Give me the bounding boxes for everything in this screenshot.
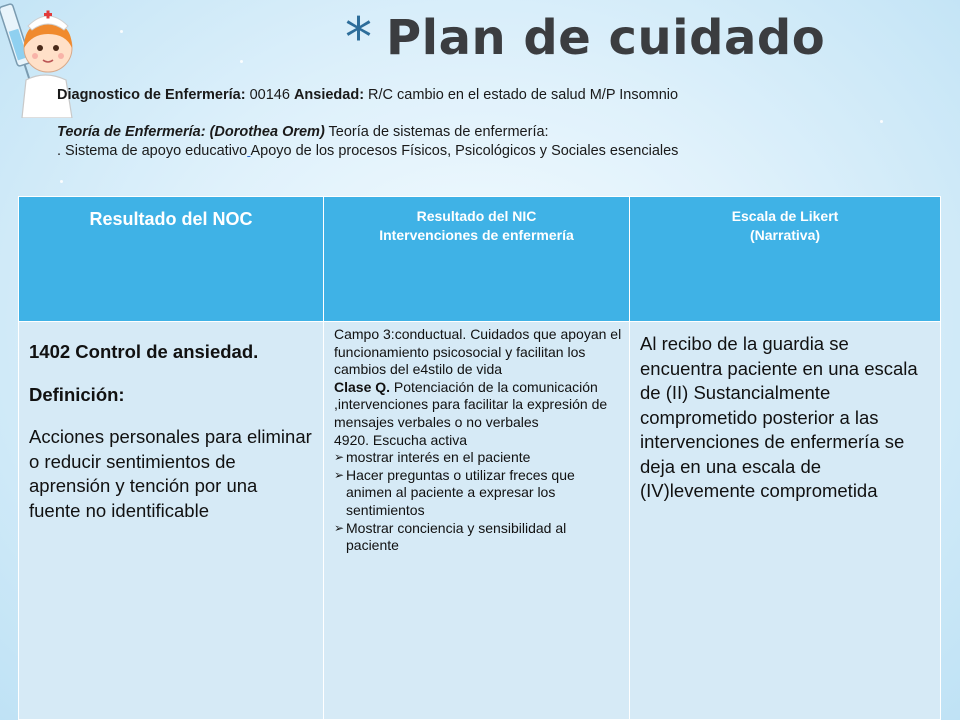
header-likert-line2: (Narrativa) — [749, 227, 821, 243]
theory-label: Teoría de Enfermería: (Dorothea Orem) — [57, 124, 325, 140]
system-text: Apoyo de los procesos Físicos, Psicológicos y Sociales esenciales — [250, 143, 679, 159]
nic-cell — [324, 322, 630, 720]
noc-definition-label: Definición: — [29, 383, 125, 405]
nic-clase-label: Clase Q. — [334, 378, 391, 395]
diagnosis-code: 00146 — [245, 87, 294, 103]
noc-cell — [19, 322, 324, 720]
page-title: Plan de cuidado — [386, 10, 826, 66]
care-plan-table — [18, 196, 941, 720]
list-item — [334, 467, 623, 520]
title-bullet-star: * — [345, 6, 372, 69]
nic-campo: Campo 3:conductual. Cuidados que apoyan el funcionamiento psicosocial y facilitan los cambios del e4stilo de vida — [334, 326, 622, 378]
header-info — [57, 86, 937, 161]
diagnosis-line — [57, 86, 937, 105]
sparkle — [240, 60, 243, 63]
header-nic — [324, 197, 630, 322]
theory-text: Teoría de sistemas de enfermería: — [324, 124, 549, 140]
sparkle — [120, 30, 123, 33]
nic-clase — [334, 379, 623, 432]
nic-clase-text: Potenciación de la comunicación ,intervenciones para facilitar la expresión de mensajes verbales o no verbales — [334, 378, 608, 430]
system-prefix: . Sistema de apoyo educativo — [57, 143, 248, 159]
nic-intervention: 4920. Escucha activa — [334, 431, 468, 448]
likert-text: Al recibo de la guardia se encuentra paciente en una escala de (II) Sustancialmente comprometido posterior a las intervenciones de enfermería se deja en una escala de (IV)levemente comprometida — [640, 333, 918, 501]
theory-line — [57, 123, 937, 142]
header-noc — [19, 197, 324, 322]
sparkle — [60, 180, 63, 183]
table-row — [19, 322, 941, 720]
header-nic-line2: Intervenciones de enfermería — [379, 227, 574, 243]
system-line — [57, 142, 937, 161]
arrow-bullet-icon: ➢ — [334, 467, 345, 482]
arrow-bullet-icon: ➢ — [334, 520, 345, 535]
diagnosis-name-label: Ansiedad: — [293, 87, 365, 103]
diagnosis-label: Diagnostico de Enfermería: — [57, 87, 246, 103]
nic-bullet-text: Mostrar conciencia y sensibilidad al paciente — [346, 519, 567, 554]
noc-title: 1402 Control de ansiedad. — [29, 341, 259, 362]
list-item — [334, 449, 623, 467]
nic-bullet-text: mostrar interés en el paciente — [346, 449, 531, 466]
list-item — [334, 520, 623, 555]
diagnosis-text: R/C cambio en el estado de salud M/P Insomnio — [364, 87, 679, 103]
arrow-bullet-icon: ➢ — [334, 450, 345, 465]
header-likert-line1: Escala de Likert — [731, 208, 839, 224]
header-noc-text: Resultado del NOC — [89, 209, 253, 229]
slide-title — [345, 6, 825, 70]
table-header-row — [19, 197, 941, 322]
likert-cell — [630, 322, 941, 720]
nic-bullet-text: Hacer preguntas o utilizar freces que animen al paciente a expresar los sentimientos — [346, 466, 575, 518]
header-nic-line1: Resultado del NIC — [416, 208, 537, 224]
noc-definition-text: Acciones personales para eliminar o reducir sentimientos de aprensión y tención por una fuente no identificable — [29, 426, 312, 521]
header-likert — [630, 197, 941, 322]
